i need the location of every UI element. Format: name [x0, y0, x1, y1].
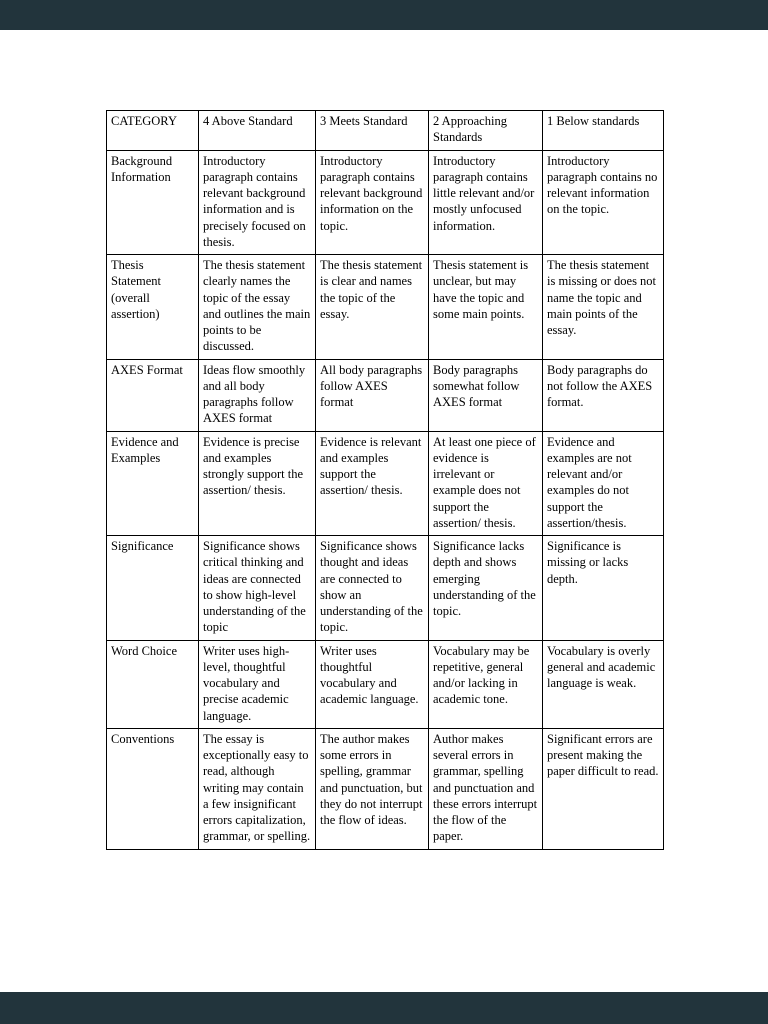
rubric-cell: Significance shows critical thinking and ideas are connected to show high-level understanding of the topic	[199, 536, 316, 641]
rubric-cell: Introductory paragraph contains no relevant information on the topic.	[543, 150, 664, 255]
category-cell: Conventions	[107, 728, 199, 849]
category-cell: Evidence and Examples	[107, 431, 199, 536]
rubric-cell: The thesis statement clearly names the topic of the essay and outlines the main points to be discussed.	[199, 255, 316, 360]
viewer-bottom-bar	[0, 992, 768, 1024]
rubric-cell: Author makes several errors in grammar, spelling and punctuation and these errors interrupt the flow of the paper.	[429, 728, 543, 849]
document-page	[0, 30, 768, 992]
rubric-row-background-information	[107, 150, 664, 255]
rubric-row-conventions	[107, 728, 664, 849]
rubric-cell: Significance is missing or lacks depth.	[543, 536, 664, 641]
rubric-cell: Thesis statement is unclear, but may have the topic and some main points.	[429, 255, 543, 360]
rubric-cell: The thesis statement is clear and names the topic of the essay.	[316, 255, 429, 360]
rubric-cell: Vocabulary is overly general and academic language is weak.	[543, 640, 664, 728]
header-cell-4-above-standard: 4 Above Standard	[199, 111, 316, 151]
rubric-cell: Body paragraphs do not follow the AXES format.	[543, 359, 664, 431]
rubric-cell: Body paragraphs somewhat follow AXES format	[429, 359, 543, 431]
category-cell: AXES Format	[107, 359, 199, 431]
rubric-cell: Significance lacks depth and shows emerging understanding of the topic.	[429, 536, 543, 641]
rubric-cell: At least one piece of evidence is irrelevant or example does not support the assertion/ thesis.	[429, 431, 543, 536]
category-cell: Thesis Statement (overall assertion)	[107, 255, 199, 360]
header-cell-category: CATEGORY	[107, 111, 199, 151]
header-cell-3-meets-standard: 3 Meets Standard	[316, 111, 429, 151]
rubric-cell: Evidence is precise and examples strongly support the assertion/ thesis.	[199, 431, 316, 536]
rubric-cell: Introductory paragraph contains relevant background information on the topic.	[316, 150, 429, 255]
rubric-cell: The thesis statement is missing or does not name the topic and main points of the essay.	[543, 255, 664, 360]
rubric-cell: All body paragraphs follow AXES format	[316, 359, 429, 431]
rubric-cell: Writer uses thoughtful vocabulary and academic language.	[316, 640, 429, 728]
rubric-row-significance	[107, 536, 664, 641]
rubric-cell: Ideas flow smoothly and all body paragraphs follow AXES format	[199, 359, 316, 431]
rubric-cell: Introductory paragraph contains little relevant and/or mostly unfocused information.	[429, 150, 543, 255]
rubric-row-axes-format	[107, 359, 664, 431]
rubric-row-thesis-statement	[107, 255, 664, 360]
rubric-cell: Significant errors are present making the paper difficult to read.	[543, 728, 664, 849]
rubric-cell: Writer uses high-level, thoughtful vocabulary and precise academic language.	[199, 640, 316, 728]
category-cell: Word Choice	[107, 640, 199, 728]
rubric-cell: Vocabulary may be repetitive, general and/or lacking in academic tone.	[429, 640, 543, 728]
rubric-cell: The essay is exceptionally easy to read, although writing may contain a few insignificant errors capitalization, grammar, or spelling.	[199, 728, 316, 849]
rubric-row-word-choice	[107, 640, 664, 728]
rubric-cell: Evidence is relevant and examples support the assertion/ thesis.	[316, 431, 429, 536]
rubric-cell: Evidence and examples are not relevant and/or examples do not support the assertion/thesis.	[543, 431, 664, 536]
header-cell-2-approaching-standards: 2 Approaching Standards	[429, 111, 543, 151]
category-cell: Background Information	[107, 150, 199, 255]
rubric-row-evidence-and-examples	[107, 431, 664, 536]
category-cell: Significance	[107, 536, 199, 641]
header-cell-1-below-standards: 1 Below standards	[543, 111, 664, 151]
rubric-header-row	[107, 111, 664, 151]
rubric-table	[106, 110, 664, 850]
rubric-cell: The author makes some errors in spelling, grammar and punctuation, but they do not interrupt the flow of ideas.	[316, 728, 429, 849]
rubric-cell: Introductory paragraph contains relevant background information and is precisely focused on thesis.	[199, 150, 316, 255]
viewer-top-bar	[0, 0, 768, 30]
rubric-cell: Significance shows thought and ideas are connected to show an understanding of the topic.	[316, 536, 429, 641]
